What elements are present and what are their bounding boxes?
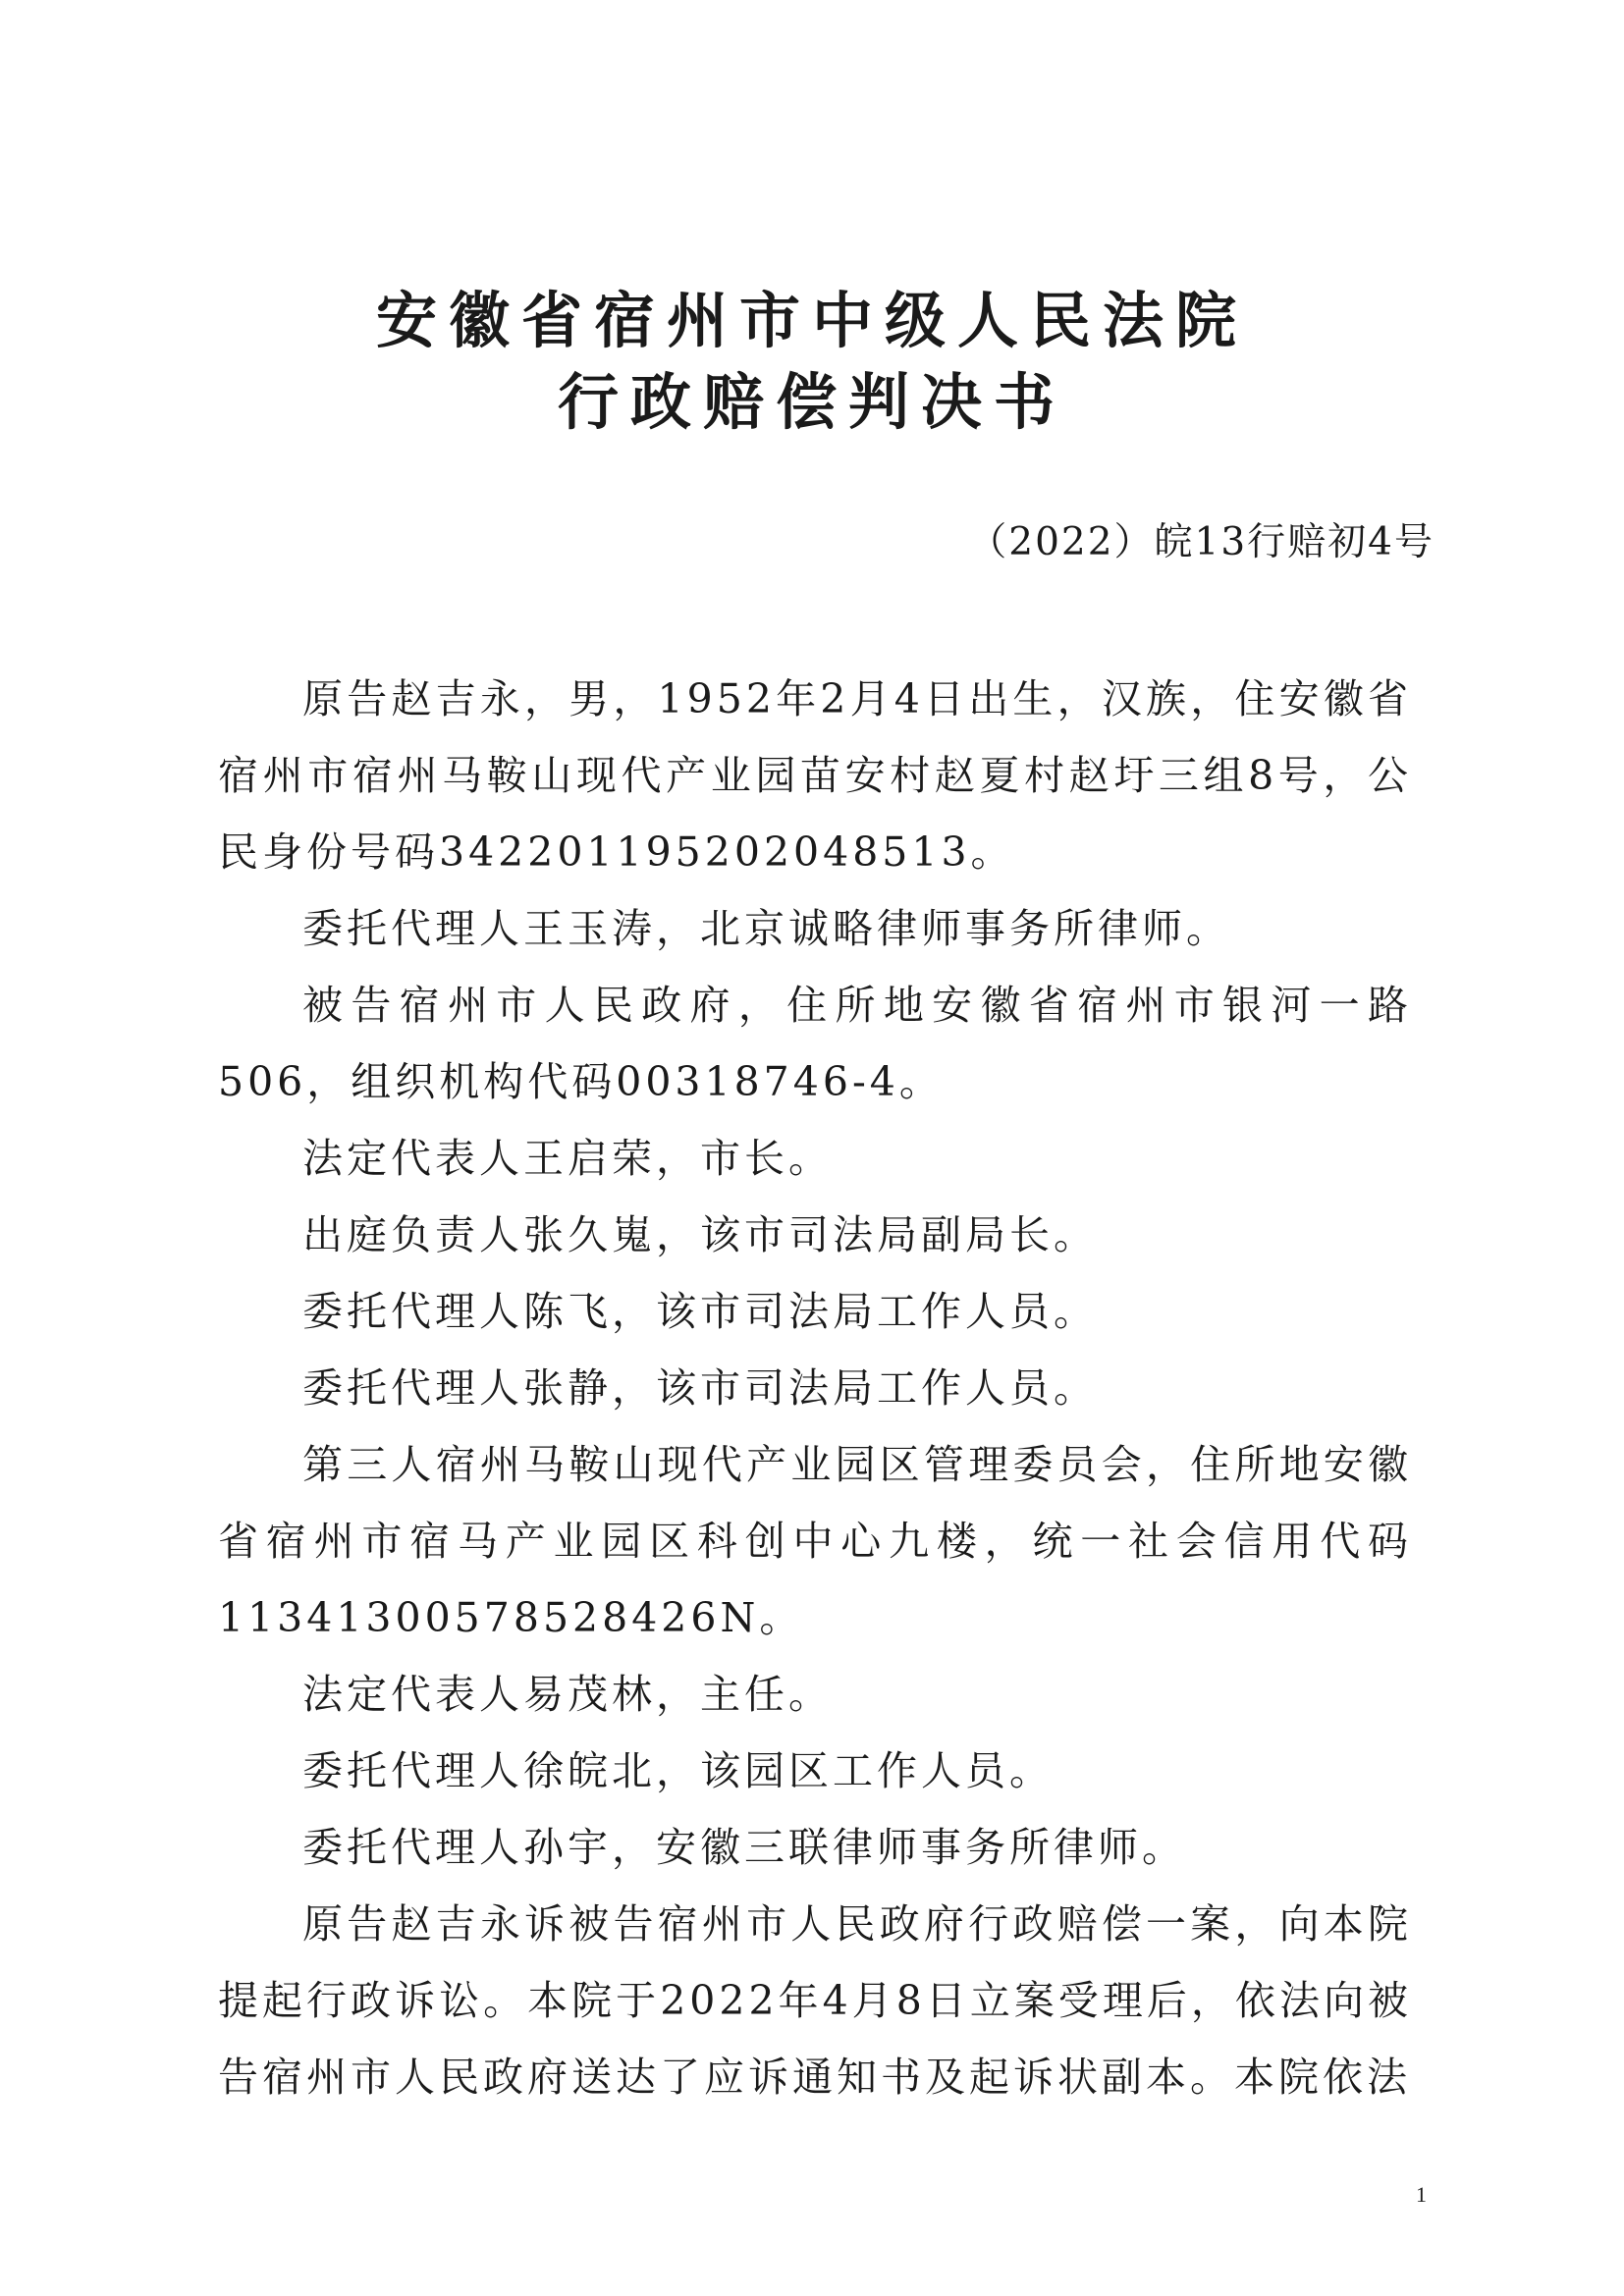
case-history-paragraph: 原告赵吉永诉被告宿州市人民政府行政赔偿一案，向本院提起行政诉讼。本院于2022年4月8日立案受理后，依法向被告宿州市人民政府送达了应诉通知书及起诉状副本。本院依法 xyxy=(218,1900,1412,2101)
defendant-agent-paragraph: 委托代理人张静，该市司法局工作人员。 xyxy=(302,1364,1098,1412)
plaintiff-paragraph: 原告赵吉永，男，1952年2月4日出生，汉族，住安徽省宿州市宿州马鞍山现代产业园苗安村赵夏村赵圩三组8号，公民身份号码342201195202048513。 xyxy=(218,675,1412,876)
court-name-title: 安徽省宿州市中级人民法院 xyxy=(375,285,1248,356)
defendant-paragraph: 被告宿州市人民政府，住所地安徽省宿州市银河一路506，组织机构代码00318746-4。 xyxy=(218,982,1412,1105)
defendant-court-attendee-paragraph: 出庭负责人张久嵬，该市司法局副局长。 xyxy=(302,1211,1098,1258)
third-party-agent-paragraph: 委托代理人徐皖北，该园区工作人员。 xyxy=(302,1747,1054,1794)
plaintiff-agent-paragraph: 委托代理人王玉涛，北京诚略律师事务所律师。 xyxy=(302,905,1230,952)
third-party-paragraph: 第三人宿州马鞍山现代产业园区管理委员会，住所地安徽省宿州市宿马产业园区科创中心九楼，统一社会信用代码11341300578528426N。 xyxy=(218,1441,1412,1641)
third-party-agent-paragraph: 委托代理人孙宇，安徽三联律师事务所律师。 xyxy=(302,1824,1186,1871)
page-number: 1 xyxy=(1416,2182,1427,2207)
third-party-legal-rep-paragraph: 法定代表人易茂林，主任。 xyxy=(302,1671,833,1718)
document-body xyxy=(218,661,1412,2115)
case-number: （2022）皖13行赔初4号 xyxy=(968,520,1435,564)
defendant-agent-paragraph: 委托代理人陈飞，该市司法局工作人员。 xyxy=(302,1288,1098,1335)
defendant-legal-rep-paragraph: 法定代表人王启荣，市长。 xyxy=(302,1135,833,1182)
document-type-title: 行政赔偿判决书 xyxy=(557,366,1066,438)
